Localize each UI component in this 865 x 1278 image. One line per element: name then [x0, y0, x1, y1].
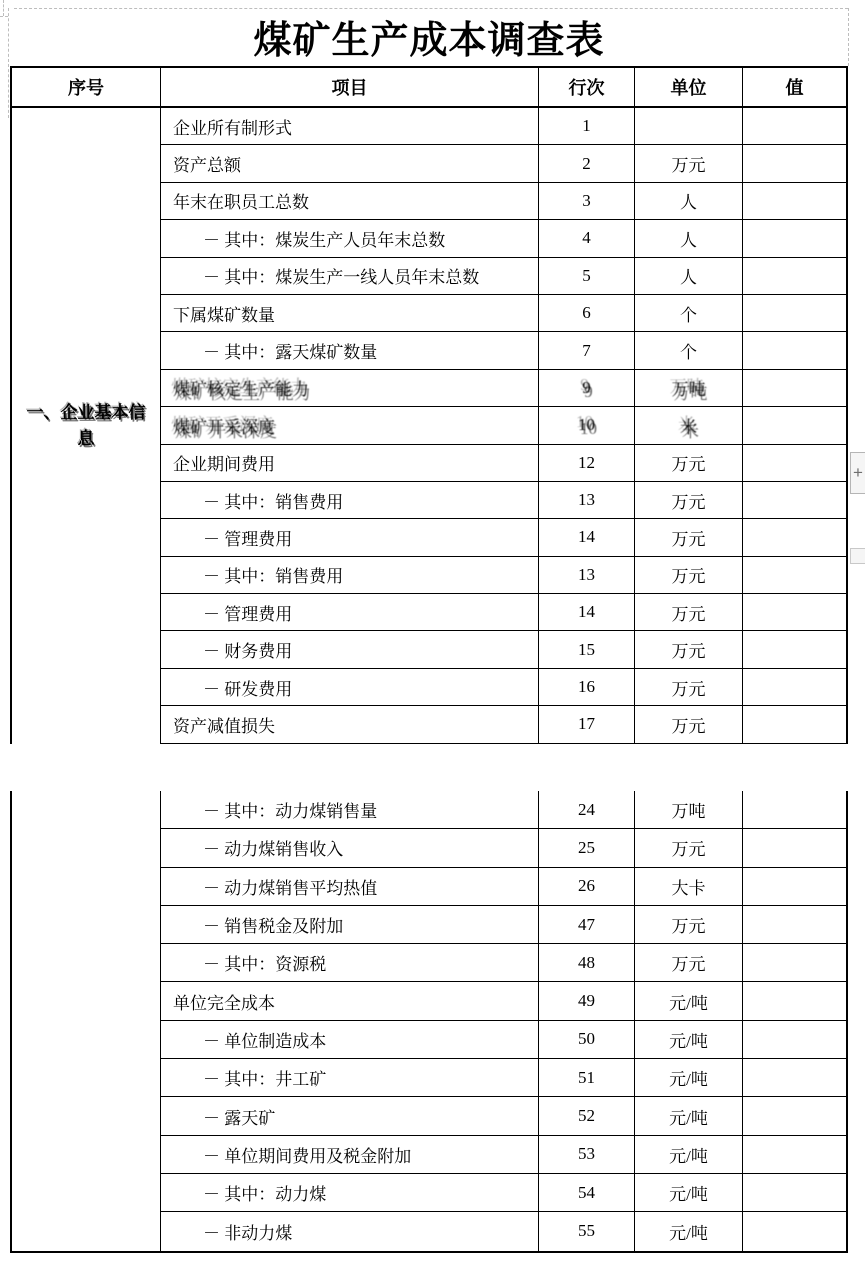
section-label-cell[interactable]: 一、企业基本信息 [12, 108, 161, 744]
unit-cell[interactable] [635, 519, 743, 556]
line-no-cell-text: 55 [578, 1221, 595, 1241]
col-header-line[interactable]: 行次 [539, 68, 635, 106]
unit-cell-text: 万元 [671, 716, 706, 736]
unit-cell-text: 人 [680, 230, 697, 250]
line-no-cell-text: 4 [582, 228, 591, 248]
item-cell-text: － 动力煤销售收入 [203, 840, 344, 860]
unit-cell-text: 元/吨 [669, 993, 708, 1013]
unit-cell-text: 大卡 [671, 878, 706, 898]
line-no-cell-text: 50 [578, 1029, 595, 1049]
item-cell-text: － 其中：煤炭生产人员年末总数 [203, 230, 446, 250]
unit-cell-text: 人 [680, 268, 697, 288]
item-cell[interactable] [161, 982, 539, 1020]
value-cell[interactable] [743, 519, 846, 556]
line-no-cell-text: 13 [578, 564, 595, 584]
value-cell[interactable] [743, 145, 846, 182]
item-cell[interactable] [161, 906, 539, 944]
item-cell-text: － 销售税金及附加 [203, 917, 344, 937]
unit-cell[interactable] [635, 407, 743, 444]
table-body [12, 108, 846, 744]
page-break-line [8, 8, 9, 118]
line-no-cell-text: 14 [578, 602, 595, 622]
unit-cell[interactable] [635, 868, 743, 906]
value-cell[interactable] [743, 1212, 846, 1250]
line-no-cell-text: 2 [582, 153, 591, 173]
item-cell-text: － 露天矿 [203, 1108, 276, 1128]
item-cell[interactable] [161, 295, 539, 332]
value-cell[interactable] [743, 445, 846, 482]
line-no-cell-text: 54 [578, 1182, 595, 1202]
unit-cell-text: 万元 [671, 642, 706, 662]
item-cell-text: 资产总额 [173, 156, 241, 176]
value-cell[interactable] [743, 829, 846, 867]
unit-cell[interactable] [635, 1174, 743, 1212]
item-cell[interactable] [161, 1021, 539, 1059]
line-no-cell[interactable] [539, 258, 635, 295]
line-no-cell[interactable] [539, 1059, 635, 1097]
unit-cell-text: 元/吨 [669, 1146, 708, 1166]
col-header-value[interactable]: 值 [785, 78, 804, 98]
item-cell[interactable] [161, 706, 539, 743]
unit-cell-text: 万元 [671, 840, 706, 860]
item-cell-text: － 其中：销售费用 [203, 567, 344, 587]
page-title: 煤矿生产成本调查表 [253, 19, 605, 62]
expand-plus-button[interactable]: + [850, 452, 865, 494]
line-no-cell[interactable] [539, 631, 635, 668]
item-cell-text: － 管理费用 [203, 529, 293, 549]
item-cell[interactable] [161, 519, 539, 556]
col-header-index[interactable]: 序号 [12, 68, 161, 106]
line-no-cell[interactable] [539, 332, 635, 369]
table-body [12, 791, 846, 1251]
line-no-cell[interactable] [539, 944, 635, 982]
unit-cell-text: 个 [680, 305, 697, 325]
line-no-cell[interactable] [539, 1174, 635, 1212]
line-no-cell-text: 14 [578, 527, 595, 547]
item-cell-text: 单位完全成本 [173, 993, 275, 1013]
value-cell[interactable] [743, 220, 846, 257]
unit-cell[interactable] [635, 183, 743, 220]
item-cell[interactable] [161, 1136, 539, 1174]
unit-cell[interactable] [635, 1212, 743, 1250]
line-no-cell-text: 48 [578, 952, 595, 972]
unit-cell-text: 元/吨 [669, 1031, 708, 1051]
item-cell-text: 企业所有制形式 [173, 118, 292, 138]
line-no-cell[interactable] [539, 1021, 635, 1059]
item-cell-text: － 动力煤销售平均热值 [203, 878, 378, 898]
item-cell-text: 年末在职员工总数 [173, 193, 309, 213]
line-no-cell-text: 53 [578, 1144, 595, 1164]
line-no-cell[interactable] [539, 982, 635, 1020]
item-cell-text: － 其中：动力煤 [203, 1185, 327, 1205]
line-no-cell-text: 12 [578, 452, 595, 472]
item-cell-text: － 其中：销售费用 [203, 492, 344, 512]
item-cell[interactable] [161, 220, 539, 257]
unit-cell[interactable] [635, 482, 743, 519]
value-cell[interactable] [743, 557, 846, 594]
unit-cell[interactable] [635, 829, 743, 867]
line-no-cell[interactable] [539, 295, 635, 332]
item-cell[interactable] [161, 791, 539, 829]
unit-cell[interactable] [635, 445, 743, 482]
unit-cell[interactable] [635, 295, 743, 332]
line-no-cell[interactable] [539, 829, 635, 867]
line-no-cell-text: 51 [578, 1067, 595, 1087]
value-cell[interactable] [743, 258, 846, 295]
value-cell[interactable] [743, 295, 846, 332]
unit-cell[interactable] [635, 706, 743, 743]
unit-cell-text: 万吨 [671, 380, 706, 400]
page-break-line [848, 8, 849, 66]
line-no-cell-text: 24 [578, 799, 595, 819]
line-no-cell-text: 1 [582, 116, 591, 136]
value-cell[interactable] [743, 1136, 846, 1174]
item-cell[interactable] [161, 145, 539, 182]
item-cell[interactable] [161, 868, 539, 906]
line-no-cell[interactable] [539, 519, 635, 556]
item-cell[interactable] [161, 631, 539, 668]
line-no-cell-text: 17 [578, 714, 595, 734]
line-no-cell-text: 26 [578, 876, 595, 896]
line-no-cell[interactable] [539, 706, 635, 743]
item-cell-text: 煤矿开采深度 [173, 417, 275, 437]
line-no-cell[interactable] [539, 791, 635, 829]
line-no-cell-text: 7 [582, 340, 591, 360]
unit-cell-text: 万元 [671, 492, 706, 512]
section-label-cell[interactable] [12, 791, 161, 1251]
col-header-item[interactable]: 项目 [161, 68, 539, 106]
item-cell-text: 资产减值损失 [173, 716, 275, 736]
item-cell[interactable] [161, 944, 539, 982]
item-cell-text: － 管理费用 [203, 604, 293, 624]
value-cell[interactable] [743, 868, 846, 906]
value-cell[interactable] [743, 669, 846, 706]
item-cell-text: － 单位制造成本 [203, 1031, 327, 1051]
line-no-cell-text: 16 [578, 677, 595, 697]
item-cell-text: － 其中：露天煤矿数量 [203, 343, 378, 363]
unit-cell[interactable] [635, 145, 743, 182]
unit-cell-text: 万元 [671, 529, 706, 549]
item-cell[interactable] [161, 669, 539, 706]
line-no-cell[interactable] [539, 868, 635, 906]
survey-table-lower [10, 791, 848, 1253]
item-cell[interactable] [161, 1212, 539, 1250]
item-cell[interactable] [161, 829, 539, 867]
unit-cell[interactable] [635, 557, 743, 594]
unit-cell[interactable] [635, 258, 743, 295]
line-no-cell[interactable] [539, 594, 635, 631]
line-no-cell[interactable] [539, 407, 635, 444]
line-no-cell[interactable] [539, 220, 635, 257]
item-cell[interactable] [161, 445, 539, 482]
page-break-line [3, 0, 4, 16]
unit-cell-text: 元/吨 [669, 1185, 708, 1205]
item-cell-text: － 其中：动力煤销售量 [203, 802, 378, 822]
unit-cell[interactable] [635, 906, 743, 944]
line-no-cell[interactable] [539, 906, 635, 944]
value-cell[interactable] [743, 631, 846, 668]
unit-cell[interactable] [635, 631, 743, 668]
value-cell[interactable] [743, 1097, 846, 1135]
page-break-line [0, 16, 8, 17]
item-cell-text: － 非动力煤 [203, 1223, 293, 1243]
line-no-cell[interactable] [539, 145, 635, 182]
unit-cell[interactable] [635, 332, 743, 369]
line-no-cell[interactable] [539, 445, 635, 482]
item-cell[interactable] [161, 183, 539, 220]
unit-cell[interactable] [635, 1136, 743, 1174]
value-cell[interactable] [743, 108, 846, 145]
line-no-cell-text: 3 [582, 190, 591, 210]
item-cell[interactable] [161, 407, 539, 444]
item-cell[interactable] [161, 108, 539, 145]
item-cell-text: － 单位期间费用及税金附加 [203, 1146, 412, 1166]
unit-cell-text: 元/吨 [669, 1108, 708, 1128]
line-no-cell-text: 5 [582, 265, 591, 285]
value-cell[interactable] [743, 791, 846, 829]
unit-cell-text: 人 [680, 193, 697, 213]
unit-cell[interactable] [635, 370, 743, 407]
unit-cell-text: 万元 [671, 567, 706, 587]
unit-cell[interactable] [635, 944, 743, 982]
value-cell[interactable] [743, 183, 846, 220]
line-no-cell[interactable] [539, 557, 635, 594]
unit-cell-text: 万元 [671, 604, 706, 624]
line-no-cell[interactable] [539, 1136, 635, 1174]
line-no-cell-text: 9 [582, 377, 591, 397]
col-header-unit[interactable]: 单位 [635, 68, 743, 106]
item-cell-text: 企业期间费用 [173, 455, 275, 475]
line-no-cell-text: 52 [578, 1106, 595, 1126]
line-no-cell-text: 49 [578, 991, 595, 1011]
line-no-cell-text: 15 [578, 639, 595, 659]
line-no-cell-text: 47 [578, 914, 595, 934]
unit-cell-text: 万元 [671, 679, 706, 699]
unit-cell-text: 元/吨 [669, 1223, 708, 1243]
unit-cell[interactable] [635, 669, 743, 706]
item-cell-text: － 其中：煤炭生产一线人员年末总数 [203, 268, 480, 288]
value-cell[interactable] [743, 594, 846, 631]
item-cell-text: 煤矿核定生产能力 [173, 380, 309, 400]
line-no-cell[interactable] [539, 370, 635, 407]
unit-cell-text: 元/吨 [669, 1070, 708, 1090]
line-no-cell-text: 25 [578, 837, 595, 857]
unit-cell[interactable] [635, 1097, 743, 1135]
value-cell[interactable] [743, 407, 846, 444]
item-cell-text: － 其中：井工矿 [203, 1070, 327, 1090]
line-no-cell[interactable] [539, 108, 635, 145]
line-no-cell-text: 13 [578, 490, 595, 510]
value-cell[interactable] [743, 482, 846, 519]
unit-cell[interactable] [635, 982, 743, 1020]
table-header-row [12, 68, 846, 108]
line-no-cell-text: 6 [582, 303, 591, 323]
item-cell[interactable] [161, 482, 539, 519]
unit-cell-text: 万元 [671, 156, 706, 176]
value-cell[interactable] [743, 982, 846, 1020]
item-cell[interactable] [161, 1174, 539, 1212]
value-cell[interactable] [743, 1021, 846, 1059]
item-cell-text: － 财务费用 [203, 642, 293, 662]
unit-cell-text: 万元 [671, 917, 706, 937]
unit-cell[interactable] [635, 1059, 743, 1097]
item-cell-text: － 其中：资源税 [203, 955, 327, 975]
line-no-cell[interactable] [539, 1097, 635, 1135]
value-cell[interactable] [743, 706, 846, 743]
item-cell[interactable] [161, 258, 539, 295]
unit-cell[interactable] [635, 791, 743, 829]
line-no-cell[interactable] [539, 183, 635, 220]
value-cell[interactable] [743, 370, 846, 407]
item-cell[interactable] [161, 332, 539, 369]
expand-handle[interactable] [850, 548, 865, 564]
value-cell[interactable] [743, 1174, 846, 1212]
line-no-cell-text: 10 [578, 415, 595, 435]
unit-cell[interactable] [635, 594, 743, 631]
unit-cell[interactable] [635, 1021, 743, 1059]
item-cell[interactable] [161, 1059, 539, 1097]
item-cell[interactable] [161, 1097, 539, 1135]
unit-cell-text: 万元 [671, 455, 706, 475]
unit-cell[interactable] [635, 108, 743, 145]
value-cell[interactable] [743, 1059, 846, 1097]
unit-cell-text: 个 [680, 343, 697, 363]
survey-table-upper [10, 66, 848, 744]
value-cell[interactable] [743, 906, 846, 944]
line-no-cell[interactable] [539, 482, 635, 519]
line-no-cell[interactable] [539, 669, 635, 706]
item-cell-text: 下属煤矿数量 [173, 305, 275, 325]
unit-cell-text: 万元 [671, 955, 706, 975]
item-cell-text: － 研发费用 [203, 679, 293, 699]
unit-cell[interactable] [635, 220, 743, 257]
value-cell[interactable] [743, 944, 846, 982]
line-no-cell[interactable] [539, 1212, 635, 1250]
item-cell[interactable] [161, 557, 539, 594]
unit-cell-text: 万吨 [671, 802, 706, 822]
item-cell[interactable] [161, 370, 539, 407]
value-cell[interactable] [743, 332, 846, 369]
item-cell[interactable] [161, 594, 539, 631]
unit-cell-text: 米 [680, 417, 697, 437]
